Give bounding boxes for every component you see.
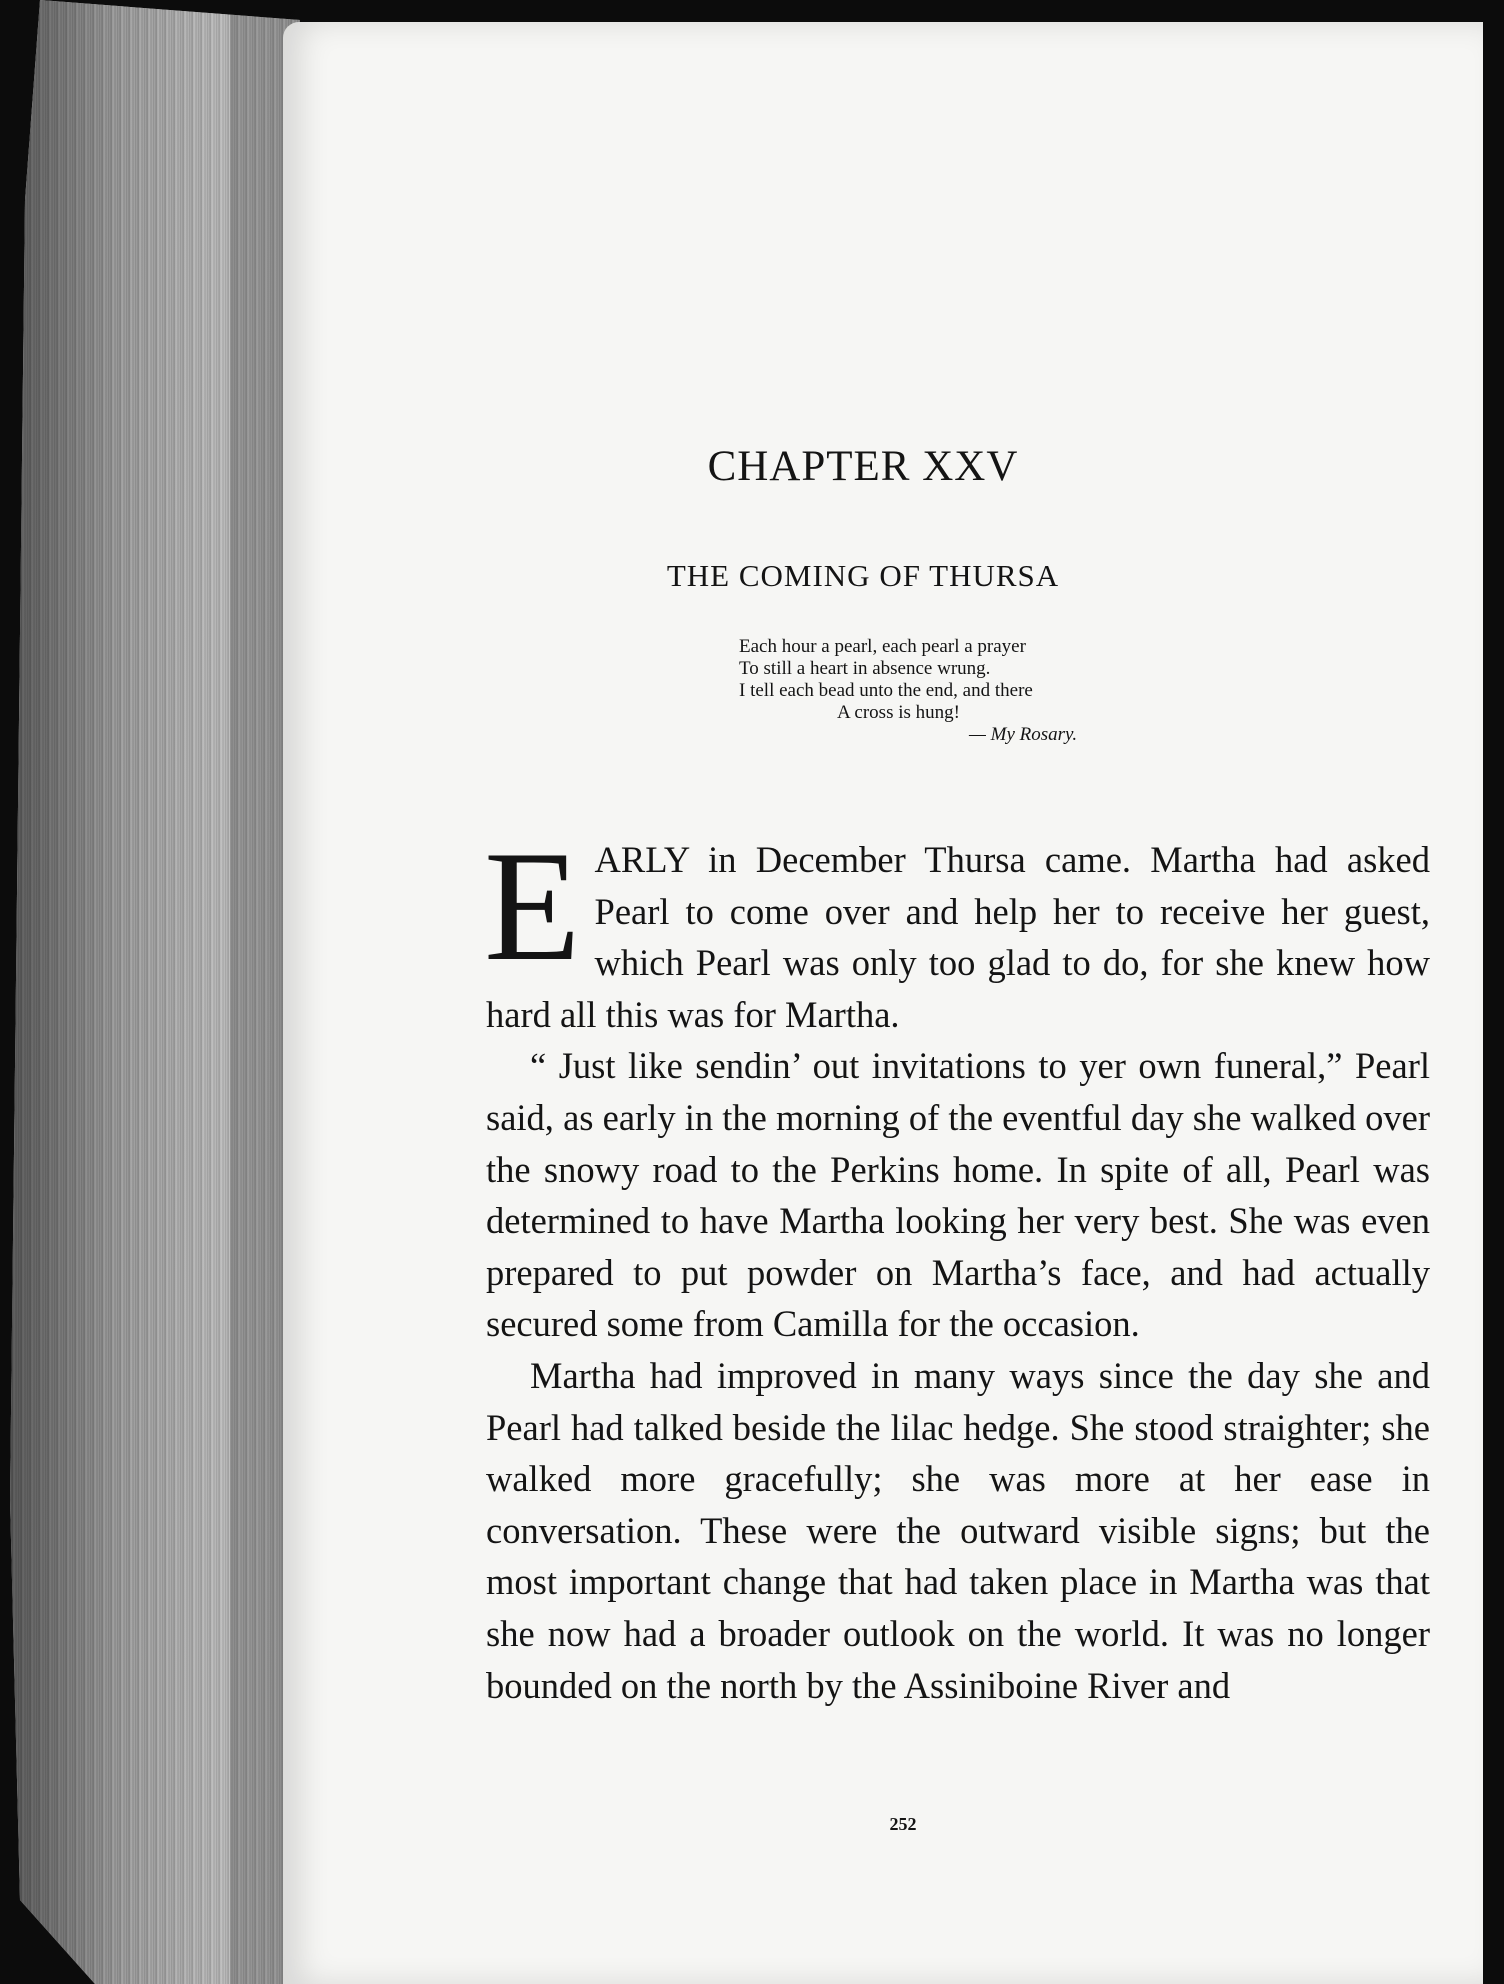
body-text	[484, 819, 1430, 1711]
epigraph-line: Each hour a pearl, each pearl a prayer	[739, 636, 1026, 657]
epigraph-line: To still a heart in absence wrung.	[739, 658, 991, 679]
epigraph-line: I tell each bead unto the end, and there	[739, 680, 1033, 701]
paragraph: Martha had improved in many ways since the day she and Pearl had talked beside the lilac hedge. She stood straighter; she walked more gracefully; she was more at her ease in conversation. These were the outward visible signs; but the most important change that had taken place in Martha was that she now had a broader outlook on the world. It was no longer bounded on the north by the Assiniboine River and	[486, 1354, 1430, 1706]
page-number: 252	[889, 1814, 917, 1834]
drop-cap: E	[484, 819, 581, 994]
paragraph: “ Just like sendin’ out invitations to yer own funeral,” Pearl said, as early in the morning of the eventful day she walked over the snowy road to the Perkins home. In spite of all, Pearl was determined to have Martha looking her very best. She was even prepared to put powder on Martha’s face, and had actually secured some from Camilla for the occasion.	[486, 1045, 1430, 1345]
chapter-number: CHAPTER XXV	[707, 443, 1019, 490]
paragraph	[484, 819, 1430, 1040]
chapter-title: THE COMING OF THURSA	[666, 558, 1060, 593]
paragraph-text: ARLY in December Thursa came. Martha had asked Pearl to come over and help her to receive her guest, which Pearl was only too glad to do, for she knew how hard all this was for Martha.	[486, 839, 1430, 1035]
epigraph-attribution: — My Rosary.	[969, 724, 1078, 745]
book-page	[283, 22, 1483, 1984]
epigraph-line: A cross is hung!	[837, 702, 960, 723]
epigraph	[739, 636, 1209, 746]
